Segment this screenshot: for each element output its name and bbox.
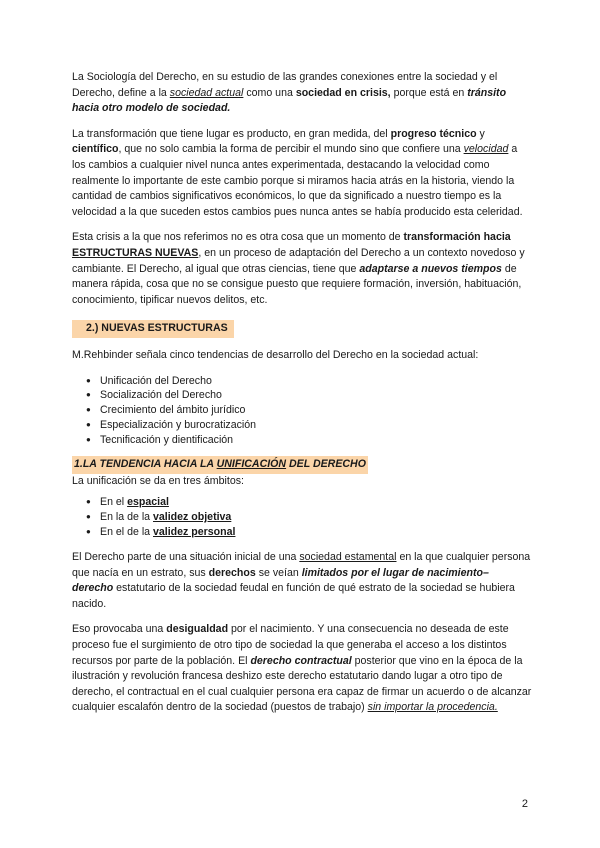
paragraph-transformation bbox=[72, 127, 532, 221]
text-run: a los cambios a cualquier nivel nunca antes experimentada, destacando la velocidad como realmente lo importante de este cambio porque si miramos hacia atrás en la historia, viendo la cantidad de cambios significativos económicos, lo que da significado a nuestro tiempo es la velocidad a la que suceden estos cambios pues nunca antes se había producido esta celeridad. bbox=[72, 143, 523, 218]
text-run-emphasis: velocidad bbox=[463, 143, 509, 156]
text-run-bold: transformación hacia bbox=[403, 231, 511, 244]
text-run: posterior que vino en la época de la ilustración y revolución francesa deshizo este derecho estatutario dando lugar a otro tipo de derecho, el contractual en el cual cualquier persona era capaz de firmar un acuerdo o de alcanzar cualquier escalafón dentro de la sociedad (puestos de trabajo) bbox=[72, 654, 532, 714]
text-run: En el bbox=[100, 496, 128, 509]
text-run: se veían bbox=[255, 566, 302, 579]
paragraph-ambitos-intro: La unificación se da en tres ámbitos: bbox=[72, 474, 244, 487]
list-item: ● Unificación del Derecho bbox=[100, 374, 532, 389]
paragraph-crisis bbox=[72, 230, 532, 308]
text-run: En el de la bbox=[100, 526, 154, 539]
list-item: ● Crecimiento del ámbito jurídico bbox=[100, 403, 532, 418]
paragraph-sociedad-estamental bbox=[72, 550, 532, 612]
text-run-bold-italic: derecho contractual bbox=[250, 654, 352, 667]
text-run: por el nacimiento. Y una consecuencia no deseada de este proceso fue el surgimiento de otro tipo de sociedad la que generaba el acceso a los distintos recursos por parte de la población. El bbox=[72, 623, 509, 667]
text-run-bold-italic: adaptarse a nuevos tiempos bbox=[359, 262, 502, 275]
text-run: Esta crisis a la que nos referimos no es otra cosa que un momento de bbox=[72, 231, 404, 244]
page-number: 2 bbox=[521, 798, 528, 810]
text-run: En la de la bbox=[100, 511, 154, 524]
section-heading-text: 2.) NUEVAS ESTRUCTURAS bbox=[72, 320, 234, 338]
text-run-bold: científico bbox=[72, 143, 119, 156]
text-run: porque está en bbox=[390, 86, 468, 99]
text-run: La transformación que tiene lugar es producto, en gran medida, del bbox=[72, 127, 391, 140]
section-heading-nuevas-estructuras bbox=[72, 318, 532, 348]
text-run-bold: derechos bbox=[208, 566, 256, 579]
text-run: y bbox=[476, 127, 485, 140]
text-run-bold-underline: validez objetiva bbox=[153, 511, 232, 524]
text-run-emphasis: sociedad actual bbox=[169, 86, 244, 99]
text-run: en la que cualquier persona que nacía en un estrato, sus bbox=[72, 550, 531, 579]
list-item bbox=[100, 525, 532, 540]
text-run-underline: UNIFICACIÓN bbox=[216, 458, 287, 471]
list-item: ● Socialización del Derecho bbox=[100, 388, 532, 403]
list-item bbox=[100, 495, 532, 510]
text-run: estatutario de la sociedad feudal en función de qué estrato de la sociedad se hubiera nacido. bbox=[72, 582, 515, 610]
section-heading-unificacion bbox=[72, 456, 532, 474]
text-run-bold-italic: tránsito hacia otro modelo de sociedad. bbox=[72, 86, 507, 115]
text-run-bold: sociedad en crisis, bbox=[295, 86, 391, 99]
text-run-emphasis: sin importar la procedencia. bbox=[367, 701, 498, 714]
list-item bbox=[100, 510, 532, 525]
paragraph-intro bbox=[72, 70, 532, 117]
ambitos-list bbox=[72, 495, 532, 540]
document-body bbox=[72, 70, 532, 726]
text-run: 1.LA TENDENCIA HACIA LA bbox=[74, 458, 217, 471]
text-run-bold: desigualdad bbox=[166, 623, 229, 636]
text-run-bold: progreso técnico bbox=[390, 127, 477, 140]
text-run: , en un proceso de adaptación del Derecho a un contexto novedoso y cambiante. El Derecho, al igual que otras ciencias, tiene que bbox=[72, 246, 525, 275]
list-item: ● Especialización y burocratización bbox=[100, 418, 532, 433]
text-run-underline: sociedad estamental bbox=[299, 550, 397, 563]
text-run: de manera rápida, cosa que no se consigue puesto que requiere formación, inversión, habituación, conocimiento, tipificar nuevos delitos, etc. bbox=[72, 262, 522, 306]
text-run-bold-underline: ESTRUCTURAS NUEVAS bbox=[72, 246, 199, 259]
text-run-bold-underline: validez personal bbox=[153, 526, 236, 539]
text-run: El Derecho parte de una situación inicial de una bbox=[72, 550, 300, 563]
text-run: La Sociología del Derecho, en su estudio de las grandes conexiones entre la sociedad y el Derecho, define a la bbox=[72, 71, 498, 99]
text-run: , que no solo cambia la forma de percibir el mundo sino que confiere una bbox=[118, 143, 464, 156]
paragraph-desigualdad bbox=[72, 622, 532, 716]
section-heading-text bbox=[72, 456, 368, 474]
text-run: como una bbox=[243, 86, 296, 99]
text-run-bold-italic: limitados por el lugar de nacimiento– derecho bbox=[72, 566, 489, 595]
text-run: DEL DERECHO bbox=[286, 458, 366, 471]
text-run: Eso provocaba una bbox=[72, 623, 167, 636]
text-run-bold-underline: espacial bbox=[127, 496, 169, 509]
tendencias-list bbox=[72, 374, 532, 449]
list-item: ● Tecnificación y dientificación bbox=[100, 433, 532, 448]
paragraph-rehbinder: M.Rehbinder señala cinco tendencias de desarrollo del Derecho en la sociedad actual: bbox=[72, 348, 479, 361]
